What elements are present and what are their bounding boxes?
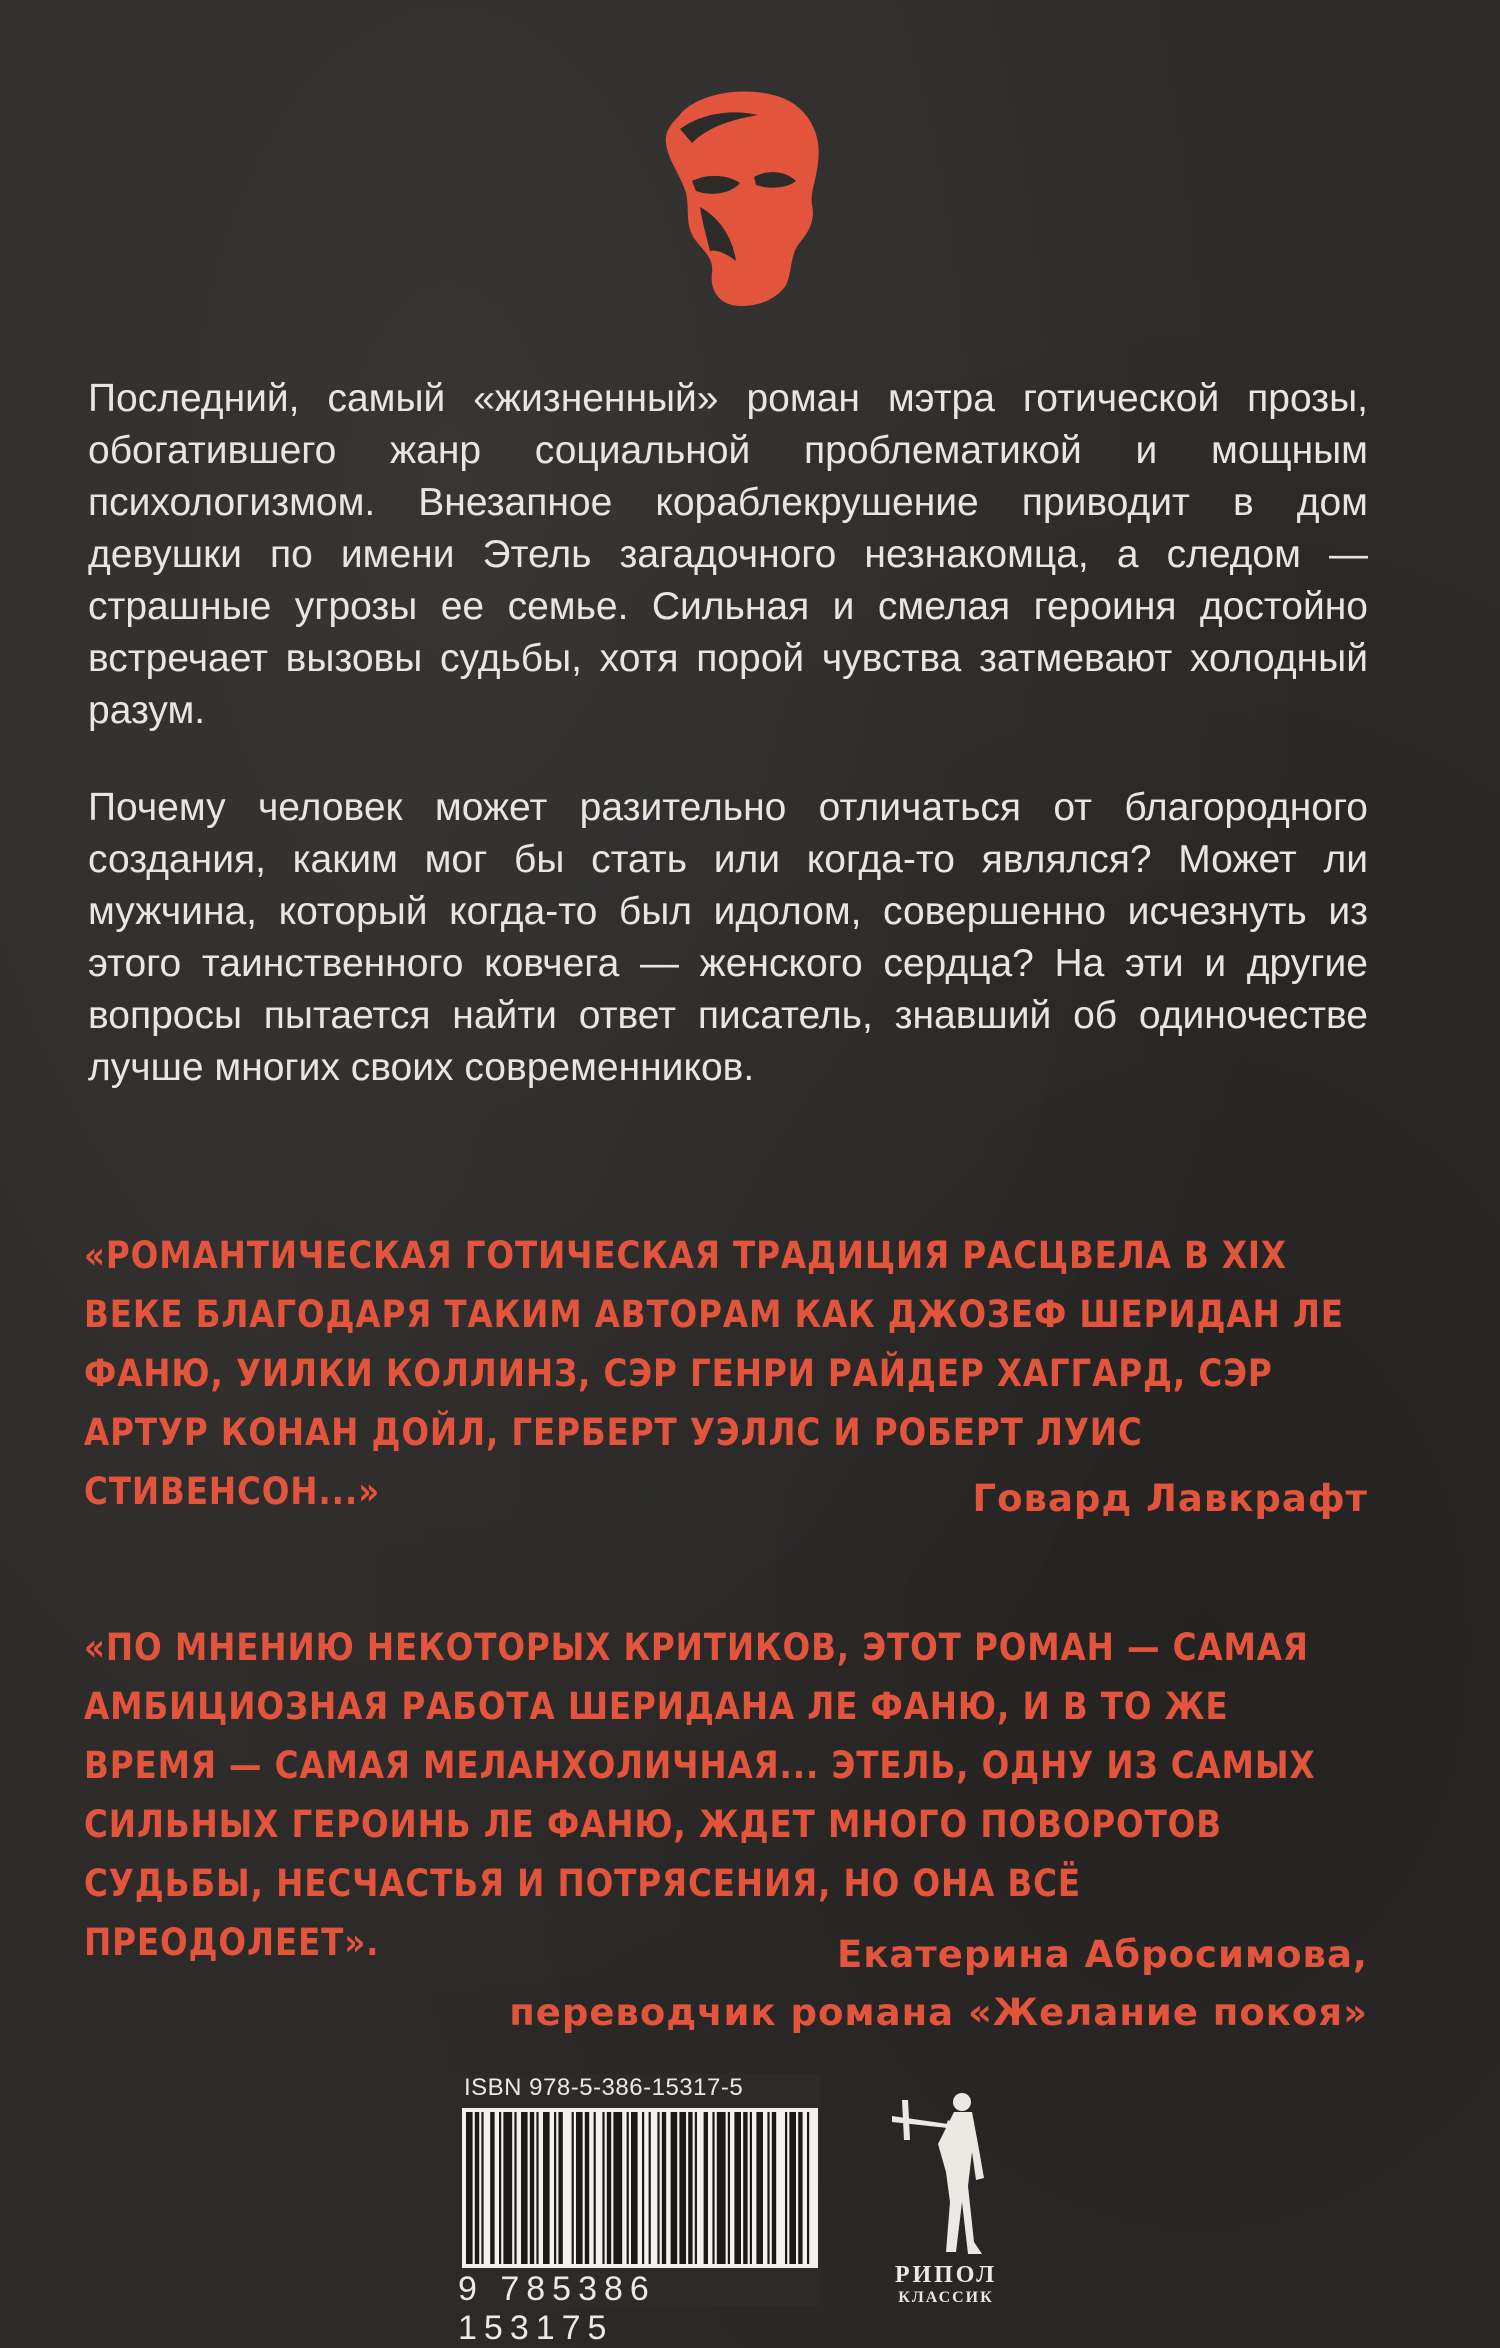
barcode-bar [613,2112,622,2264]
barcode-bar [572,2112,574,2264]
quote-author-translator [509,1926,1368,2042]
barcode-bar [657,2112,659,2264]
barcode-bar [627,2112,629,2264]
barcode-bar [585,2112,589,2264]
barcode-bar [602,2112,604,2264]
barcode-bar [785,2112,787,2264]
barcode-bar [798,2112,802,2264]
barcode-bar [789,2112,796,2264]
barcode-bar [679,2112,686,2264]
quote-author-lovecraft: Говард Лавкрафт [972,1477,1368,1520]
barcode-block [458,2074,820,2347]
barcode-bar [536,2112,538,2264]
translator-name: Екатерина Абросимова, [836,1933,1368,1976]
barcode-bar [631,2112,638,2264]
barcode-bar [695,2112,697,2264]
barcode-bar [576,2112,583,2264]
barcode-bar [530,2112,534,2264]
barcode-bar [704,2112,708,2264]
barcode-bar [594,2112,596,2264]
quote-lovecraft: «РОМАНТИЧЕСКАЯ ГОТИЧЕСКАЯ ТРАДИЦИЯ РАСЦВЕЛА В XIX ВЕКЕ БЛАГОДАРЯ ТАКИМ АВТОРАМ КАК ДЖОЗЕФ ШЕРИДАН ЛЕ ФАНЮ, УИЛКИ КОЛЛИНЗ, СЭР ГЕНРИ РАЙДЕР ХАГГАРД, СЭР АРТУР КОНАН ДОЙЛ, ГЕРБЕРТ УЭЛЛС И РОБЕРТ ЛУИС СТИВЕНСОН...» [84,1234,1344,1513]
barcode-bar [521,2112,528,2264]
publisher-logo-text [866,2262,1026,2307]
barcode-bar [807,2112,809,2264]
publisher-name: РИПОЛ [894,2262,998,2288]
barcode-bar [772,2112,776,2264]
barcode-bar [717,2112,726,2264]
quote-translator: «ПО МНЕНИЮ НЕКОТОРЫХ КРИТИКОВ, ЭТОТ РОМАН — САМАЯ АМБИЦИОЗНАЯ РАБОТА ШЕРИДАНА ЛЕ ФАНЮ, И В ТО ЖЕ ВРЕМЯ — САМАЯ МЕЛАНХОЛИЧНАЯ... ЭТЕЛЬ, ОДНУ ИЗ САМЫХ СИЛЬНЫХ ГЕРОИНЬ ЛЕ ФАНЮ, ЖДЕТ МНОГО ПОВОРОТОВ СУДЬБЫ, НЕСЧАСТЬЯ И ПОТРЯСЕНИЯ, НО ОНА ВСЁ ПРЕОДОЛЕЕТ». [84,1626,1316,1964]
blurb-paragraph-1: Последний, самый «жизненный» роман мэтра готической прозы, обогатившего жанр социальной проблематикой и мощным психологизмом. Внезапное кораблекрушение приводит в дом девушки по имени Этель загадочного незнакомца, а следом — страшные угрозы ее семье. Сильная и смелая героиня достойно встречает вызовы судьбы, хотя порой чувства затмевают холодный разум. [88,377,1368,732]
blurb-paragraph-2: Почему человек может разительно отличаться от благородного создания, каким мог бы стать или когда-то являлся? Может ли мужчина, который когда-то был идолом, совершенно исчезнуть из этого таинственного ковчега — женского сердца? На эти и другие вопросы пытается найти ответ писатель, знавший об одиночестве лучше многих своих современников. [88,786,1368,1089]
barcode-digits: 9 785386 153175 [458,2270,656,2347]
barcode-bar [671,2112,678,2264]
barcode-bar [662,2112,666,2264]
barcode-bar [743,2112,747,2264]
barcode-bar [466,2112,473,2264]
barcode-bar [767,2112,769,2264]
barcode-bar [490,2112,494,2264]
barcode-bar [543,2112,550,2264]
barcode-bars [462,2108,818,2268]
barcode-bar [514,2112,516,2264]
barcode-bar [481,2112,483,2264]
translator-role: переводчик романа «Желание покоя» [509,1991,1368,2034]
barcode-bar [642,2112,644,2264]
author-portrait-icon [640,85,850,315]
barcode-bar [688,2112,692,2264]
barcode-bar [734,2112,741,2264]
barcode-bar [503,2112,512,2264]
barcode-bar [712,2112,714,2264]
publisher-sub: КЛАССИК [898,2289,994,2306]
barcode-bar [607,2112,611,2264]
barcode-bar [554,2112,556,2264]
barcode-bar [728,2112,730,2264]
barcode-bar [750,2112,752,2264]
barcode-bar [475,2112,479,2264]
barcode-bar [499,2112,501,2264]
barcode-bar [558,2112,562,2264]
isbn-label: ISBN 978-5-386-15317-5 [464,2074,744,2101]
barcode-bar [756,2112,763,2264]
barcode-bar [649,2112,651,2264]
